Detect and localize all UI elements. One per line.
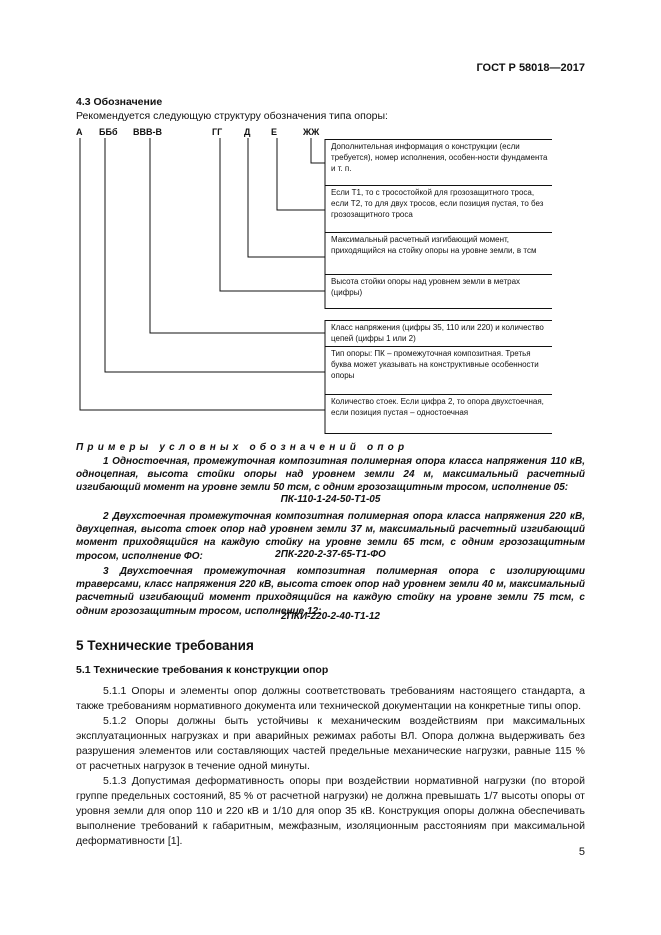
scheme-label-zh: ЖЖ [303, 127, 320, 137]
example-3-code: 2ПКИ-220-2-40-Т1-12 [281, 611, 380, 622]
scheme-label-e: Е [271, 127, 278, 137]
example-2-text: 2 Двухстоечная промежуточная композитная полимерная опора класса напряжения 220 кВ, двухцепная, высота стоек опор над уровнем земли 37 м, максимальный расчетный изгибающий момент приходящийся на каждую стойку на уровне земли 65 тсм, с одним грозозащитным тросом, исполнение ФО: [76, 511, 585, 562]
section-4-3-intro: Рекомендуется следующую структуру обозначения типа опоры: [76, 110, 388, 122]
document-code: ГОСТ Р 58018—2017 [476, 62, 585, 74]
paragraph-5-1-1: 5.1.1 Опоры и элементы опор должны соответствовать требованиям настоящего стандарта, а также требованиям нормативного документа или технической документации на конкретные типы опор. [76, 685, 585, 712]
section-4-3-title: 4.3 Обозначение [76, 96, 163, 108]
section-5-title: 5 Технические требования [76, 638, 254, 653]
scheme-label-v: ВВВ-В [133, 127, 162, 137]
scheme-label-g: ГГ [212, 127, 223, 137]
scheme-box-post-count: Количество стоек. Если цифра 2, то опора двухстоечная, если позиция пустая – одностоечная [325, 395, 552, 434]
scheme-label-d: Д [244, 127, 251, 137]
example-2-code: 2ПК-220-2-37-65-Т1-ФО [275, 549, 386, 560]
example-1-text: 1 Одностоечная, промежуточная композитная полимерная опора класса напряжения 110 кВ, одноцепная, высота стойки опоры над уровнем земли 24 м, максимальный расчетный изгибающий момент на уровне земли 50 тсм, с одним грозозащитным тросом, исполнение 05: [76, 456, 585, 494]
example-1-code: ПК-110-1-24-50-Т1-05 [280, 494, 381, 505]
scheme-box-support-type: Тип опоры: ПК – промежуточная композитная. Третья буква может указывать на конструктивные особенности опоры [325, 347, 552, 395]
paragraph-5-1-2: 5.1.2 Опоры должны быть устойчивы к механическим воздействиям при максимальных эксплуатационных нагрузках и при аварийных режимах работы ВЛ. Опора должна выдерживать без разрушения элементов или составляющих частей предельные механические нагрузки, равные 115 % от расчетных нагрузок в течение одной минуты. [76, 715, 585, 772]
scheme-label-a: А [76, 127, 83, 137]
scheme-box-extra-info: Дополнительная информация о конструкции (если требуется), номер исполнения, особен-ности фундамента и т. п. [325, 139, 552, 186]
scheme-label-b: ББб [99, 127, 118, 137]
examples-heading: Примеры условных обозначений опор [76, 442, 409, 453]
page-number: 5 [578, 846, 585, 858]
paragraph-5-1-3: 5.1.3 Допустимая деформативность опоры при воздействии нормативной нагрузки (по второй группе предельных состояний, 85 % от расчетной нагрузки) не должна превышать 1/7 высоты опоры от уровня земли для опор 110 и 220 кВ и 1/10 для опор 35 кВ. Конструкция опоры должна обеспечивать выполнение требований к габаритным, межфазным, изоляционным расстояниям при максимальной деформативности [1]. [76, 775, 585, 847]
scheme-box-ground-wire: Если Т1, то с тросостойкой для грозозащитного троса, если Т2, то для двух тросов, если позиция пустая, то без грозозащитного троса [325, 186, 552, 233]
scheme-box-voltage-class: Класс напряжения (цифры 35, 110 или 220) и количество цепей (цифры 1 или 2) [325, 320, 552, 347]
scheme-box-bending-moment: Максимальный расчетный изгибающий момент, приходящийся на стойку опоры на уровне земли, в тсм [325, 233, 552, 275]
scheme-box-height: Высота стойки опоры над уровнем земли в метрах (цифры) [325, 275, 552, 309]
section-5-1-title: 5.1 Технические требования к конструкции опор [76, 664, 329, 676]
example-3-text: 3 Двухстоечная промежуточная композитная полимерная опора с изолирующими траверсами, класс напряжения 220 кВ, высота стоек опор над уровнем земли 40 м, максимальный расчетный изгибающий момент приходящийся на каждую стойку на уровне земли 75 тсм, с одним грозозащитным тросом, исполнение 12: [76, 566, 585, 617]
